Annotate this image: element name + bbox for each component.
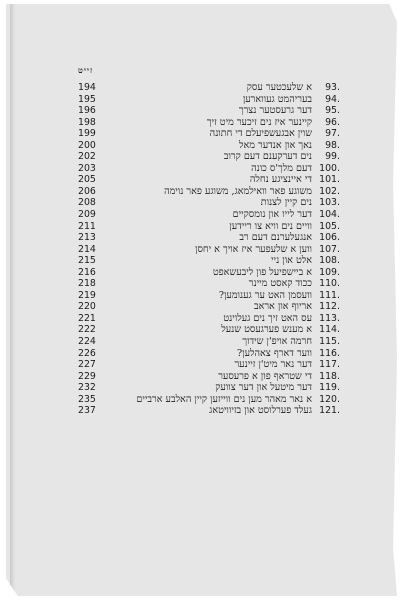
toc-page-number: 200 xyxy=(78,139,96,151)
toc-entry xyxy=(78,267,340,279)
toc-entry-text xyxy=(108,232,340,244)
toc-index: 100. xyxy=(319,162,340,174)
toc-page-number: 215 xyxy=(78,255,96,267)
toc-title: ווער דארף צאהלען? xyxy=(236,347,312,359)
toc-index: 103. xyxy=(319,197,340,209)
toc-page-number: 202 xyxy=(78,151,96,163)
toc-title: געלד פערלוסט און בזיוויטאג xyxy=(209,405,312,417)
toc-index: 101. xyxy=(319,174,340,186)
page-column-header: זייט xyxy=(78,65,94,75)
toc-index: 93. xyxy=(325,82,340,93)
toc-page-number: 206 xyxy=(78,185,96,197)
toc-entry xyxy=(78,151,340,163)
toc-entry xyxy=(78,348,340,360)
toc-entry-text xyxy=(108,394,340,406)
toc-page-number: 220 xyxy=(78,301,96,313)
toc-title: משוגע פאר וואילמאג, משוגע פאר נוימה xyxy=(164,185,312,197)
toc-page-number: 203 xyxy=(78,162,96,174)
toc-entry-text xyxy=(108,94,340,106)
toc-entry-text xyxy=(108,382,340,394)
toc-entry xyxy=(78,290,340,302)
toc-index: 102. xyxy=(319,185,340,197)
toc-title: אריוף און אראב xyxy=(253,301,312,313)
toc-entry-text xyxy=(108,209,340,221)
toc-title: בעריהמט געווארען xyxy=(242,93,312,105)
toc-entry xyxy=(78,313,340,325)
toc-page-number: 218 xyxy=(78,278,96,290)
toc-entry xyxy=(78,371,340,383)
toc-page-number: 226 xyxy=(78,347,96,359)
toc-index: 117. xyxy=(319,359,340,371)
toc-index: 105. xyxy=(319,220,340,232)
toc-entry xyxy=(78,382,340,394)
toc-title: א ביישפיעל פון ליבעשאפט xyxy=(212,266,312,278)
toc-entry-text xyxy=(108,197,340,209)
toc-entry-text xyxy=(108,290,340,302)
toc-title: וועסמן האט ער גענומען? xyxy=(218,289,312,301)
toc-page-number: 211 xyxy=(78,220,96,232)
toc-title: די שטראף פון א פרעסער xyxy=(218,370,312,382)
toc-entry-text xyxy=(108,186,340,198)
toc-title: א שלעכטער עסק xyxy=(246,82,312,93)
toc-entry-text xyxy=(108,255,340,267)
toc-page-number: 196 xyxy=(78,105,96,117)
toc-index: 116. xyxy=(319,347,340,359)
toc-entry xyxy=(78,221,340,233)
toc-entry xyxy=(78,174,340,186)
toc-title: א נאר מאהר מען נים ווייזען קיין האלבע ארביים xyxy=(136,393,312,405)
toc-title: נים דערקענם דעם קרוב xyxy=(223,151,312,163)
toc-page-number: 205 xyxy=(78,174,96,186)
toc-index: 106. xyxy=(319,232,340,244)
toc-page-number: 237 xyxy=(78,405,96,417)
toc-entry xyxy=(78,394,340,406)
toc-entry xyxy=(78,128,340,140)
toc-page-number: 227 xyxy=(78,359,96,371)
toc-entry xyxy=(78,232,340,244)
toc-index: 108. xyxy=(319,255,340,267)
toc-entry xyxy=(78,278,340,290)
toc-entry-text xyxy=(108,151,340,163)
toc-page-number: 213 xyxy=(78,232,96,244)
toc-entry-text xyxy=(108,405,340,417)
toc-entry-text xyxy=(108,82,340,94)
toc-index: 96. xyxy=(325,116,340,128)
toc-entry-text xyxy=(108,359,340,371)
toc-entry xyxy=(78,255,340,267)
toc-entry-text xyxy=(108,117,340,129)
toc-entry xyxy=(78,186,340,198)
toc-page-number: 208 xyxy=(78,197,96,209)
toc-title: דער גרעסטער נצרך xyxy=(238,105,312,117)
page-fold-shadow xyxy=(10,4,15,596)
toc-index: 113. xyxy=(319,312,340,324)
toc-title: אנגעלערנם דעם רב xyxy=(239,232,312,244)
toc-entry-text xyxy=(108,221,340,233)
toc-entry xyxy=(78,117,340,129)
toc-page-number: 209 xyxy=(78,209,96,221)
toc-index: 109. xyxy=(319,266,340,278)
toc-title: דער מיטעל און דער צוועק xyxy=(215,382,312,394)
toc-index: 98. xyxy=(325,139,340,151)
toc-title: דער נאר מיט'ן זיינער xyxy=(234,359,312,371)
toc-title: נאך און אנדער מאל xyxy=(239,139,312,151)
toc-index: 114. xyxy=(319,324,340,336)
toc-entry-text xyxy=(108,313,340,325)
toc-title: די איינציגע נחלה xyxy=(249,174,312,186)
toc-title: אלט און ניי xyxy=(271,255,312,267)
toc-entry-text xyxy=(108,267,340,279)
toc-page-number: 219 xyxy=(78,289,96,301)
toc-entry-text xyxy=(108,324,340,336)
toc-entry xyxy=(78,140,340,152)
toc-page-number: 229 xyxy=(78,370,96,382)
toc-entry-text xyxy=(108,278,340,290)
toc-entry xyxy=(78,94,340,106)
toc-entry xyxy=(78,324,340,336)
toc-index: 107. xyxy=(319,243,340,255)
toc-entry xyxy=(78,163,340,175)
toc-title: דעם מלך'ס כונה xyxy=(251,162,312,174)
toc-index: 119. xyxy=(319,382,340,394)
toc-entry xyxy=(78,209,340,221)
toc-entry xyxy=(78,405,340,417)
toc-entry-text xyxy=(108,301,340,313)
toc-index: 97. xyxy=(325,128,340,140)
toc-title: עס האט זיך נים געלוינט xyxy=(223,312,312,324)
toc-index: 112. xyxy=(319,301,340,313)
toc-index: 118. xyxy=(319,370,340,382)
toc-entry xyxy=(78,105,340,117)
toc-title: דער לייו און נומסקיים xyxy=(232,209,312,221)
toc-entry xyxy=(78,244,340,256)
toc-index: 95. xyxy=(325,105,340,117)
toc-index: 115. xyxy=(319,336,340,348)
toc-index: 104. xyxy=(319,209,340,221)
toc-entry xyxy=(78,336,340,348)
toc-entry-text xyxy=(108,336,340,348)
toc-page-number: 198 xyxy=(78,116,96,128)
toc-entry-text xyxy=(108,128,340,140)
toc-index: 111. xyxy=(319,289,340,301)
toc-page-number: 199 xyxy=(78,128,96,140)
toc-page-number: 235 xyxy=(78,393,96,405)
toc-title: ככוד קאסט מיינר xyxy=(248,278,312,290)
toc-entry-text xyxy=(108,348,340,360)
toc-entry-text xyxy=(108,174,340,186)
toc-title: שוין אבגעשפיעלם די חתונה xyxy=(209,128,312,140)
toc-page-number: 195 xyxy=(78,93,96,105)
toc-entry-text xyxy=(108,140,340,152)
toc-page-number: 224 xyxy=(78,336,96,348)
toc-page-number: 194 xyxy=(78,82,96,93)
toc-entry-text xyxy=(108,105,340,117)
toc-title: נים קיין לצנות xyxy=(260,197,312,209)
toc-entry xyxy=(78,197,340,209)
toc-entry-text xyxy=(108,371,340,383)
toc-page-number: 221 xyxy=(78,312,96,324)
toc-title: א מענש פערגעסט שנעל xyxy=(221,324,312,336)
toc-title: ווען א שלעפער איז אויך א יחסן xyxy=(195,243,312,255)
toc-page-number: 214 xyxy=(78,243,96,255)
toc-entry xyxy=(78,359,340,371)
toc-index: 94. xyxy=(325,93,340,105)
toc-index: 99. xyxy=(325,151,340,163)
toc-page-number: 222 xyxy=(78,324,96,336)
toc-entry xyxy=(78,301,340,313)
toc-title: וויים נים וויא צו ריידען xyxy=(229,220,312,232)
toc-entry-text xyxy=(108,244,340,256)
toc-index: 110. xyxy=(319,278,340,290)
toc-title: חרמה אויפ'ן שידוך xyxy=(242,336,312,348)
toc-page-number: 232 xyxy=(78,382,96,394)
toc-index: 121. xyxy=(319,405,340,417)
toc-index: 120. xyxy=(319,393,340,405)
toc-entry-text xyxy=(108,163,340,175)
toc-entry xyxy=(78,82,340,94)
toc-page-number: 216 xyxy=(78,266,96,278)
table-of-contents xyxy=(78,82,340,417)
toc-title: קיינער איז נים זיכער מיט זיך xyxy=(206,116,312,128)
